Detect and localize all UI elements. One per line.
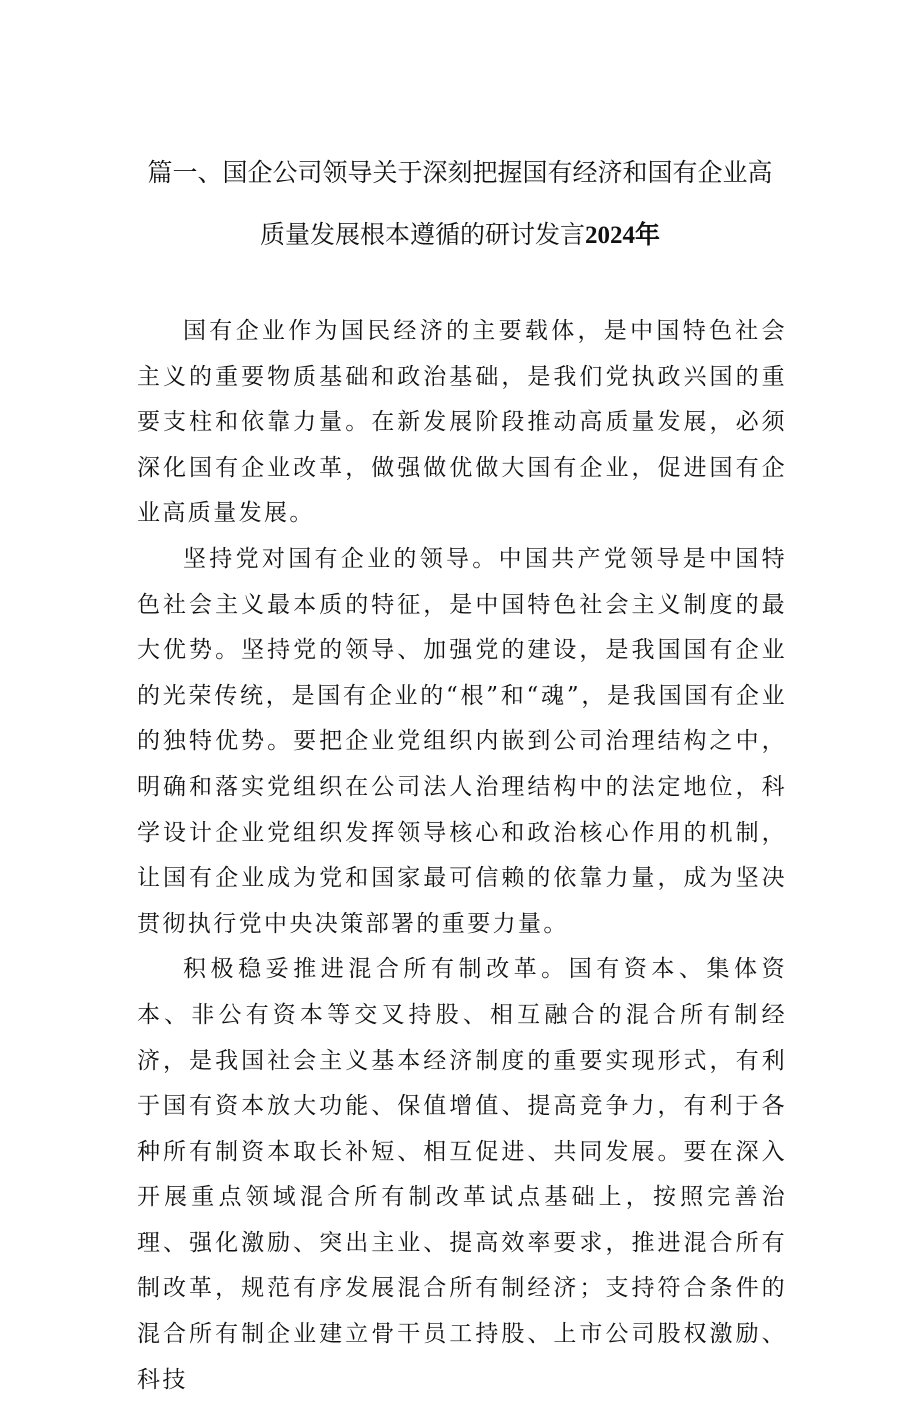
title-line-1: 篇一、国企公司领导关于深刻把握国有经济和国有企业高 <box>147 158 773 187</box>
title-year: 2024年 <box>585 222 661 249</box>
paragraph-3: 积极稳妥推进混合所有制改革。国有资本、集体资本、非公有资本等交叉持股、相互融合的混合所有制经济，是我国社会主义基本经济制度的重要实现形式，有利于国有资本放大功能、保值增值、提高竞争力，有利于各种所有制资本取长补短、相互促进、共同发展。要在深入开展重点领域混合所有制改革试点基础上，按照完善治理、强化激励、突出主业、提高效率要求，推进混合所有制改革，规范有序发展混合所有制经济；支持符合条件的混合所有制企业建立骨干员工持股、上市公司股权激励、科技 <box>137 956 787 1393</box>
document-body <box>137 309 787 1403</box>
paragraph-2: 坚持党对国有企业的领导。中国共产党领导是中国特色社会主义最本质的特征，是中国特色社会主义制度的最大优势。坚持党的领导、加强党的建设，是我国国有企业的光荣传统，是国有企业的“根”和“魂”，是我国国有企业的独特优势。要把企业党组织内嵌到公司治理结构之中，明确和落实党组织在公司法人治理结构中的法定地位，科学设计企业党组织发挥领导核心和政治核心作用的机制，让国有企业成为党和国家最可信赖的依靠力量，成为坚决贯彻执行党中央决策部署的重要力量。 <box>137 545 787 937</box>
paragraph-1: 国有企业作为国民经济的主要载体，是中国特色社会主义的重要物质基础和政治基础，是我们党执政兴国的重要支柱和依靠力量。在新发展阶段推动高质量发展，必须深化国有企业改革，做强做优做大国有企业，促进国有企业高质量发展。 <box>137 318 787 527</box>
title-line-2 <box>130 204 790 267</box>
document-title <box>130 142 790 267</box>
title-line-2-text: 质量发展根本遵循的研讨发言 <box>259 220 585 249</box>
